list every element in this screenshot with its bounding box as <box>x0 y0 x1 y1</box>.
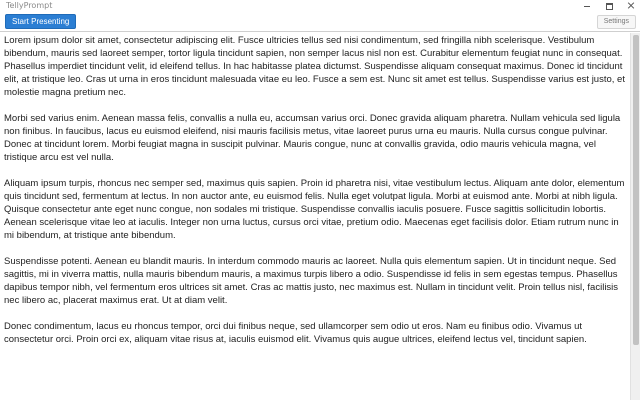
vertical-scrollbar[interactable] <box>630 33 640 400</box>
close-icon[interactable] <box>626 1 636 11</box>
script-paragraph: Morbi sed varius enim. Aenean massa felis, convallis a nulla eu, accumsan varius orci. Donec gravida aliquam pharetra. Nullam vehicula sed ligula non finibus. In faucibus, lacus eu euismod eleifend, nisi mauris facilisis metus, vitae laoreet purus urna eu mauris. Nulla cursus congue pulvinar. Donec at tincidunt lorem. Morbi feugiat magna in suscipit pulvinar. Mauris congue, nunc at convallis gravida, odio mauris vehicula magna, vel tristique arcu est vel nulla. <box>4 113 621 163</box>
toolbar <box>0 12 640 30</box>
script-editor[interactable] <box>0 31 640 400</box>
title-bar <box>0 0 640 12</box>
start-presenting-button[interactable]: Start Presenting <box>5 14 76 29</box>
script-paragraph: Donec condimentum, lacus eu rhoncus tempor, orci dui finibus neque, sed ullamcorper sem odio ut eros. Nam eu finibus odio. Vivamus ut consectetur orci. Proin orci ex, aliquam vitae risus at, iaculis euismod elit. Vivamus quis augue ultrices, eleifend lectus vel, tincidunt sapien. <box>4 321 587 345</box>
settings-button[interactable]: Settings <box>597 15 636 29</box>
scrollbar-thumb[interactable] <box>633 35 639 345</box>
script-text-area[interactable] <box>4 34 626 400</box>
minimize-icon[interactable] <box>582 1 592 11</box>
script-paragraph: Lorem ipsum dolor sit amet, consectetur adipiscing elit. Fusce ultricies tellus sed nisi condimentum, sed fringilla nibh scelerisque. Vestibulum bibendum, mauris sed laoreet semper, tortor ligula tincidunt sapien, non semper lacus nisl non est. Curabitur elementum feugiat nunc in consequat. Phasellus imperdiet tincidunt velit, id eleifend tellus. In hac habitasse platea dictumst. Suspendisse aliquam consequat maximus. Donec id tincidunt elit, at tristique leo. Cras ut urna in eros tincidunt malesuada vitae eu leo. Fusce a sem est. Nunc sit amet est tellus. Suspendisse varius est justo, et molestie magna pretium nec. <box>4 35 625 98</box>
script-paragraph: Suspendisse potenti. Aenean eu blandit mauris. In interdum commodo mauris ac laoreet. Nulla quis elementum sapien. Ut in tincidunt neque. Sed sagittis, mi in viverra mattis, nulla mauris bibendum mauris, a maximus turpis libero a odio. Suspendisse id felis in sem egestas tempus. Phasellus dapibus tempor nibh, vel fermentum eros ultrices sit amet. Cras ac mattis justo, nec maximus est. Nullam in tincidunt velit. Proin tellus nisl, facilisis nec libero ac, placerat maximus erat. Ut at diam velit. <box>4 256 619 306</box>
script-paragraph: Aliquam ipsum turpis, rhoncus nec semper sed, maximus quis sapien. Proin id pharetra nisi, vitae vestibulum lectus. Aliquam ante dolor, elementum quis tincidunt sed, fermentum at lectus. In non auctor ante, eu euismod felis. Nulla eget volutpat ligula. Morbi at euismod ante. Morbi at nibh ligula. Quisque consectetur ante eget nunc congue, non sodales mi tristique. Suspendisse convallis iaculis posuere. Fusce sagittis sollicitudin lobortis. Aenean scelerisque vitae leo at iaculis. Integer non urna luctus, cursus orci vitae, pretium odio. Maecenas eget facilisis dolor. Etiam rutrum nunc in mi bibendum, at tristique ante bibendum. <box>4 178 625 241</box>
app-title: TellyPrompt <box>6 1 53 10</box>
maximize-icon[interactable] <box>604 1 614 11</box>
window-controls <box>582 0 636 12</box>
